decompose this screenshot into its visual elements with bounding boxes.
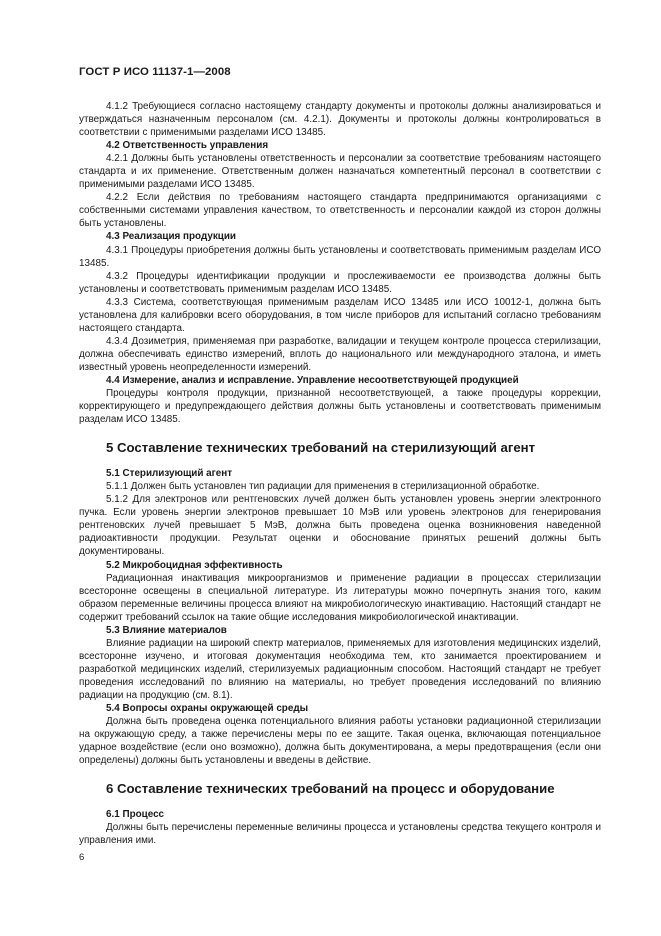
spacer — [79, 456, 601, 467]
paragraph: Должны быть перечислены переменные величины процесса и установлены средства текущего контроля и управления ими. — [79, 822, 601, 847]
section-heading: 6 Составление технических требований на процесс и оборудование — [106, 781, 555, 797]
paragraph: 4.3.3 Система, соответствующая применимым разделам ИСО 13485 или ИСО 10012-1, должна быть установлена для калибровки всего оборудования, в том числе приборов для испытаний согласно требованиям настоящего стандарта. — [79, 296, 601, 334]
paragraph: Должна быть проведена оценка потенциального влияния работы установки радиационной стерилизации на окружающую среду, а также перечислены меры по ее защите. Такая оценка, включающая потенциальное ударное воздействие (если оно возможно), должна быть документирована, а меры предотвращения (если они определены) должны быть установлены и введены в действие. — [79, 716, 601, 767]
subsection-heading: 4.2 Ответственность управления — [106, 140, 269, 152]
paragraph: Влияние радиации на широкий спектр материалов, применяемых для изготовления медицинских изделий, всесторонне изучено, и итоговая документация необходима тем, кто занимается проектированием и разработкой медицинских изделий, стерилизуемых радиационным способом. Настоящий стандарт не требует проведения исследований по влиянию на материалы, но требует проведения исследований по влиянию радиации на продукцию (см. 8.1). — [79, 637, 601, 701]
subsection-heading: 5.4 Вопросы охраны окружающей среды — [106, 703, 309, 715]
subsection-heading: 5.1 Стерилизующий агент — [106, 468, 233, 480]
paragraph: 4.2.2 Если действия по требованиям настоящего стандарта предпринимаются организациями с собственными системами управления качеством, то ответственность и персоналии каждой из сторон должны быть установлены. — [79, 192, 601, 230]
paragraph: Процедуры контроля продукции, признанной несоответствующей, а также процедуры коррекции, корректирующего и предупреждающего действия должны быть установлены и соответствовать применимым разделам ИСО 13485. — [79, 388, 601, 426]
spacer — [79, 426, 601, 440]
spacer — [79, 767, 601, 781]
running-header: ГОСТ Р ИСО 11137-1—2008 — [79, 66, 231, 78]
paragraph: 4.3.4 Дозиметрия, применяемая при разработке, валидации и текущем контроле процесса стерилизации, должна обеспечивать единство измерений, вплоть до национального или международного эталона, и иметь известный уровень неопределенности измерений. — [79, 335, 601, 373]
paragraph: 4.2.1 Должны быть установлены ответственность и персоналии за соответствие требованиям настоящего стандарта и их применение. Ответственным должен назначаться компетентный персонал в соответствии с применимыми разделами ИСО 13485. — [79, 153, 601, 191]
subsection-heading: 4.3 Реализация продукции — [106, 231, 236, 243]
paragraph: 5.1.1 Должен быть установлен тип радиации для применения в стерилизационной обработке. — [106, 481, 540, 493]
paragraph: Радиационная инактивация микроорганизмов и применение радиации в процессах стерилизации всесторонне освещены в специальной литературе. Из литературы можно почерпнуть знания того, каким образом переменные величины процесса влияют на микробиологическую инактивацию. Настоящий стандарт не содержит требований ссылок на такие общие исследования микробиологической инактивации. — [79, 572, 601, 623]
subsection-heading: 4.4 Измерение, анализ и исправление. Управление несоответствующей продукцией — [106, 374, 519, 386]
subsection-heading: 5.3 Влияние материалов — [106, 624, 227, 636]
paragraph: 5.1.2 Для электронов или рентгеновских лучей должен быть установлен уровень энергии электронного пучка. Если уровень энергии электронов превышает 10 МэВ или уровень электронов для генерирования рентгеновских лучей превышает 5 МэВ, должна быть проведена оценка возникновения наведенной радиоактивности продукции. Результат оценки и обоснование принятых решений должны быть документированы. — [79, 494, 601, 558]
spacer — [79, 797, 601, 808]
paragraph: 4.3.2 Процедуры идентификации продукции и прослеживаемости ее производства должны быть установлены и соответствовать применимым разделам ИСО 13485. — [79, 270, 601, 295]
page-number: 6 — [79, 852, 85, 863]
section-heading: 5 Составление технических требований на стерилизующий агент — [106, 440, 536, 456]
page-body — [79, 100, 601, 847]
paragraph: 4.3.1 Процедуры приобретения должны быть установлены и соответствовать применимым разделам ИСО 13485. — [79, 244, 601, 269]
paragraph: 4.1.2 Требующиеся согласно настоящему стандарту документы и протоколы должны анализироваться и утверждаться назначенным персоналом (см. 4.2.1). Документы и протоколы должны контролироваться в соответствии с применимыми разделами ИСО 13485. — [79, 101, 601, 139]
subsection-heading: 5.2 Микробоцидная эффективность — [106, 559, 283, 571]
subsection-heading: 6.1 Процесс — [106, 809, 165, 821]
